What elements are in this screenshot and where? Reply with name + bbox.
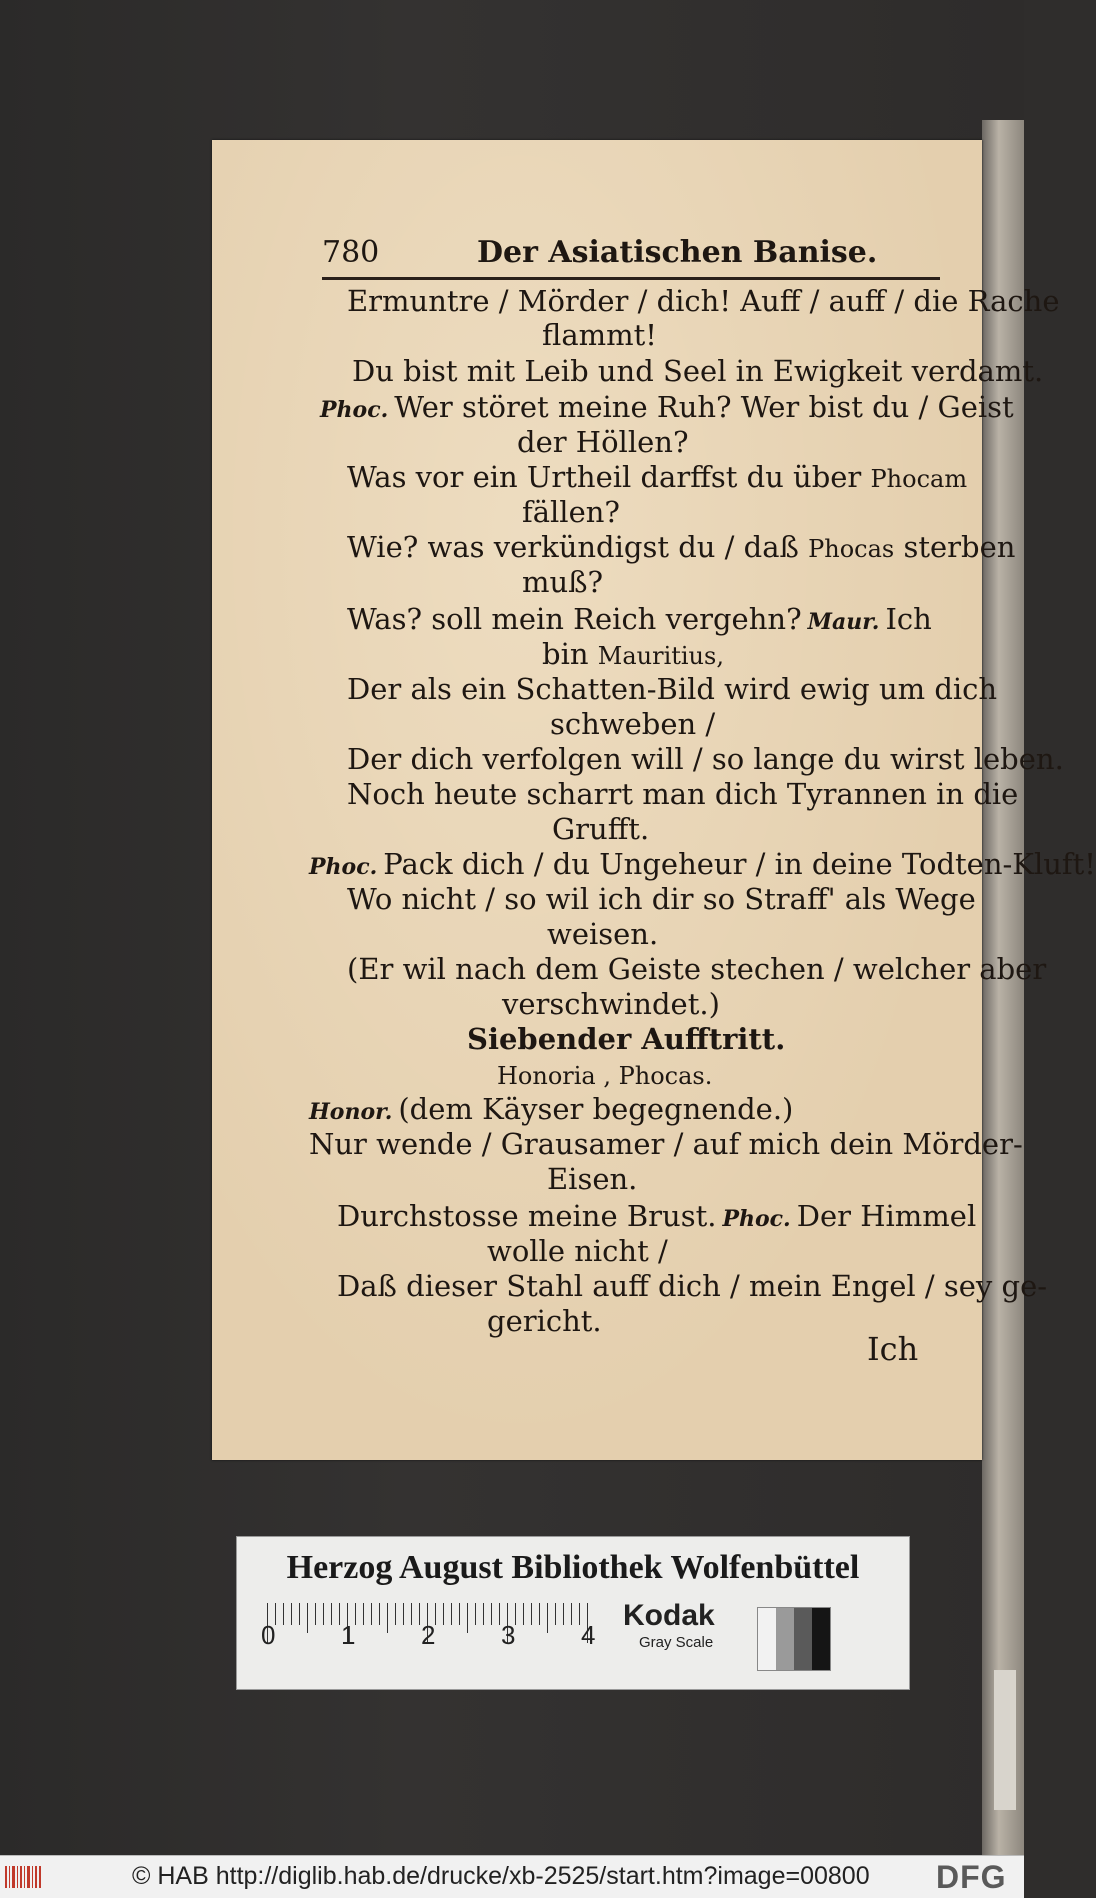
running-title: Der Asiatischen Banise. [477, 235, 878, 270]
ruler-tick [483, 1603, 484, 1625]
scene-heading: Siebender Aufftritt. [467, 1022, 786, 1056]
gray-patches [757, 1607, 831, 1671]
text-line: Noch heute scharrt man dich Tyrannen in die [347, 777, 1019, 811]
ruler-tick [459, 1603, 460, 1625]
text-line: weisen. [547, 917, 659, 951]
ruler-label: 3 [501, 1620, 516, 1650]
page-number: 780 [322, 235, 380, 270]
text-line: flammt! [542, 318, 657, 352]
text-line: der Höllen? [517, 425, 689, 459]
text-line: Der als ein Schatten-Bild wird ewig um dich [347, 672, 998, 706]
gray-scale-label: Gray Scale [639, 1634, 714, 1651]
ruler-label: 2 [421, 1620, 436, 1650]
ruler-tick [371, 1603, 372, 1625]
text-line: Ermuntre / Mörder / dich! Auff / auff / die Rache [347, 284, 1060, 318]
text-line: Daß dieser Stahl auff dich / mein Engel / sey ge- [337, 1269, 1048, 1303]
ruler-tick [555, 1603, 556, 1625]
copyright-url: © HAB http://diglib.hab.de/drucke/xb-2525/start.htm?image=00800 [132, 1862, 870, 1890]
text-line: Eisen. [547, 1162, 638, 1196]
text-line: Honor. (dem Käyser begegnende.) [309, 1092, 794, 1126]
ruler-tick [307, 1603, 308, 1633]
ruler-tick [563, 1603, 564, 1625]
ruler-tick [475, 1603, 476, 1625]
gray-patch [776, 1608, 794, 1670]
text-line: wolle nicht / [487, 1234, 668, 1268]
gray-patch [794, 1608, 812, 1670]
ruler-tick [315, 1603, 316, 1625]
ruler-label: 4 [581, 1620, 596, 1650]
ruler-tick [283, 1603, 284, 1625]
header-rule [322, 277, 940, 280]
text-line: Was vor ein Urtheil darffst du über Phocam [347, 460, 968, 494]
ruler-tick [419, 1603, 420, 1625]
text-line: verschwindet.) [502, 987, 720, 1021]
ruler-tick [403, 1603, 404, 1625]
ruler-tick [291, 1603, 292, 1625]
text-line: Grufft. [552, 812, 650, 846]
speaker-label: Phoc. [722, 1206, 791, 1232]
ruler-tick [539, 1603, 540, 1625]
ruler-tick [379, 1603, 380, 1625]
gray-patch [812, 1608, 830, 1670]
book-page [212, 140, 1096, 1460]
ruler-tick [363, 1603, 364, 1625]
ruler-tick [571, 1603, 572, 1625]
page-header [322, 235, 942, 275]
speaker-label: Honor. [309, 1099, 393, 1125]
text-line: Phoc. Pack dich / du Ungeheur / in deine Todten-Kluft! [309, 847, 1096, 881]
ruler-tick [323, 1603, 324, 1625]
text-line: Der dich verfolgen will / so lange du wirst leben. [347, 742, 1064, 776]
ruler-tick [331, 1603, 332, 1625]
text-line: (Er wil nach dem Geiste stechen / welcher aber [347, 952, 1047, 986]
ruler-tick [523, 1603, 524, 1625]
text-line: gericht. [487, 1304, 602, 1338]
speaker-label: Phoc. [309, 854, 378, 880]
card-title: Herzog August Bibliothek Wolfenbüttel [286, 1549, 860, 1586]
text-line: Was? soll mein Reich vergehn? Maur. Ich [347, 602, 932, 636]
color-calibration-card [236, 1536, 910, 1690]
text-line: schweben / [550, 707, 716, 741]
ruler-tick [339, 1603, 340, 1625]
ruler-tick [499, 1603, 500, 1625]
speaker-label: Phoc. [320, 397, 389, 423]
footer-bar [0, 1855, 1024, 1898]
ruler-tick [299, 1603, 300, 1625]
ruler-tick [387, 1603, 388, 1633]
gray-patch [758, 1608, 776, 1670]
ruler-tick [443, 1603, 444, 1625]
text-line: Durchstosse meine Brust. Phoc. Der Himmel [337, 1199, 977, 1233]
text-line: Wo nicht / so wil ich dir so Straff' als Wege [347, 882, 976, 916]
text-line: muß? [522, 565, 604, 599]
ruler-tick [467, 1603, 468, 1633]
ruler-tick [547, 1603, 548, 1633]
text-line: Phoc. Wer störet meine Ruh? Wer bist du / Geist [320, 390, 1014, 424]
text-line: bin Mauritius, [542, 637, 724, 671]
character-list: Honoria , Phocas. [497, 1062, 713, 1090]
ruler-tick [491, 1603, 492, 1625]
text-line: Du bist mit Leib und Seel in Ewigkeit verdamt. [352, 354, 1044, 388]
ruler-tick [451, 1603, 452, 1625]
dfg-logo: DFG [936, 1859, 1007, 1895]
ruler-label: 1 [341, 1620, 356, 1650]
kodak-logo: Kodak [623, 1599, 715, 1632]
ruler-tick [411, 1603, 412, 1625]
ruler-tick [395, 1603, 396, 1625]
barcode-icon [4, 1862, 44, 1892]
text-line: Nur wende / Grausamer / auf mich dein Mörder- [309, 1127, 1023, 1161]
speaker-label: Maur. [807, 609, 880, 635]
catchword: Ich [867, 1330, 919, 1368]
text-line: Wie? was verkündigst du / daß Phocas sterben [347, 530, 1016, 564]
ruler-label: 0 [261, 1620, 276, 1650]
ruler-tick [531, 1603, 532, 1625]
ruler-tick [579, 1603, 580, 1625]
text-line: fällen? [522, 495, 620, 529]
